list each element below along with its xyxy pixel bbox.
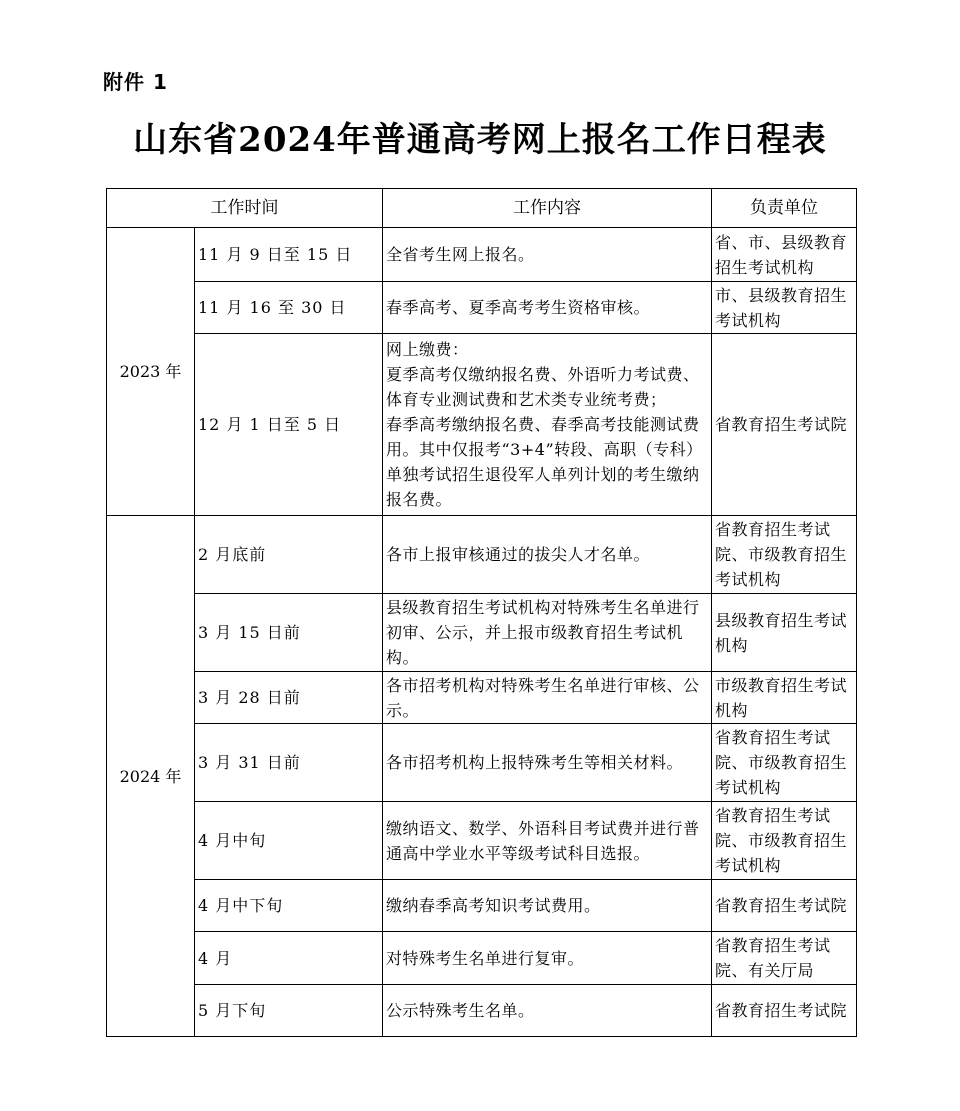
content-cell: 对特殊考生名单进行复审。 (383, 932, 712, 985)
time-cell: 4 月 (195, 932, 383, 985)
table-row (107, 672, 857, 724)
table-row (107, 802, 857, 880)
unit-cell: 省教育招生考试院、市级教育招生考试机构 (712, 724, 857, 802)
header-responsible-unit: 负责单位 (712, 189, 857, 228)
unit-cell: 省教育招生考试院、有关厅局 (712, 932, 857, 985)
unit-cell: 省教育招生考试院 (712, 334, 857, 516)
unit-cell: 市、县级教育招生考试机构 (712, 282, 857, 334)
unit-cell: 市级教育招生考试机构 (712, 672, 857, 724)
time-cell: 11 月 9 日至 15 日 (195, 228, 383, 282)
table-header-row (107, 189, 857, 228)
content-cell: 缴纳春季高考知识考试费用。 (383, 880, 712, 932)
attachment-label: 附件 1 (103, 70, 168, 94)
content-cell: 春季高考、夏季高考考生资格审核。 (383, 282, 712, 334)
document-title: 山东省2024年普通高考网上报名工作日程表 (133, 120, 827, 160)
content-cell: 全省考生网上报名。 (383, 228, 712, 282)
header-work-content: 工作内容 (383, 189, 712, 228)
content-line: 春季高考缴纳报名费、春季高考技能测试费用。其中仅报考“3+4”转段、高职（专科）单独考试招生退役军人单列计划的考生缴纳报名费。 (386, 415, 703, 509)
content-cell: 各市招考机构对特殊考生名单进行审核、公示。 (383, 672, 712, 724)
table-row (107, 334, 857, 516)
time-cell: 11 月 16 至 30 日 (195, 282, 383, 334)
table-row (107, 880, 857, 932)
unit-cell: 省、市、县级教育招生考试机构 (712, 228, 857, 282)
content-line: 夏季高考仅缴纳报名费、外语听力考试费、体育专业测试费和艺术类专业统考费； (386, 365, 700, 409)
content-line: 网上缴费： (386, 340, 469, 359)
table-row (107, 594, 857, 672)
table-row (107, 985, 857, 1037)
time-cell: 3 月 31 日前 (195, 724, 383, 802)
year-cell: 2024 年 (107, 516, 195, 1037)
unit-cell: 省教育招生考试院 (712, 880, 857, 932)
content-cell (383, 334, 712, 516)
header-work-time: 工作时间 (107, 189, 383, 228)
content-cell: 公示特殊考生名单。 (383, 985, 712, 1037)
content-cell: 各市上报审核通过的拔尖人才名单。 (383, 516, 712, 594)
time-cell: 4 月中旬 (195, 802, 383, 880)
table-row (107, 932, 857, 985)
table-row (107, 516, 857, 594)
content-cell: 缴纳语文、数学、外语科目考试费并进行普通高中学业水平等级考试科目选报。 (383, 802, 712, 880)
time-cell: 12 月 1 日至 5 日 (195, 334, 383, 516)
time-cell: 5 月下旬 (195, 985, 383, 1037)
unit-cell: 省教育招生考试院、市级教育招生考试机构 (712, 802, 857, 880)
year-cell: 2023 年 (107, 228, 195, 516)
unit-cell: 省教育招生考试院 (712, 985, 857, 1037)
unit-cell: 县级教育招生考试机构 (712, 594, 857, 672)
time-cell: 3 月 28 日前 (195, 672, 383, 724)
time-cell: 3 月 15 日前 (195, 594, 383, 672)
content-cell: 县级教育招生考试机构对特殊考生名单进行初审、公示，并上报市级教育招生考试机构。 (383, 594, 712, 672)
table-row (107, 282, 857, 334)
table-row (107, 228, 857, 282)
table-row (107, 724, 857, 802)
unit-cell: 省教育招生考试院、市级教育招生考试机构 (712, 516, 857, 594)
time-cell: 2 月底前 (195, 516, 383, 594)
content-cell: 各市招考机构上报特殊考生等相关材料。 (383, 724, 712, 802)
time-cell: 4 月中下旬 (195, 880, 383, 932)
schedule-table (106, 188, 857, 1037)
